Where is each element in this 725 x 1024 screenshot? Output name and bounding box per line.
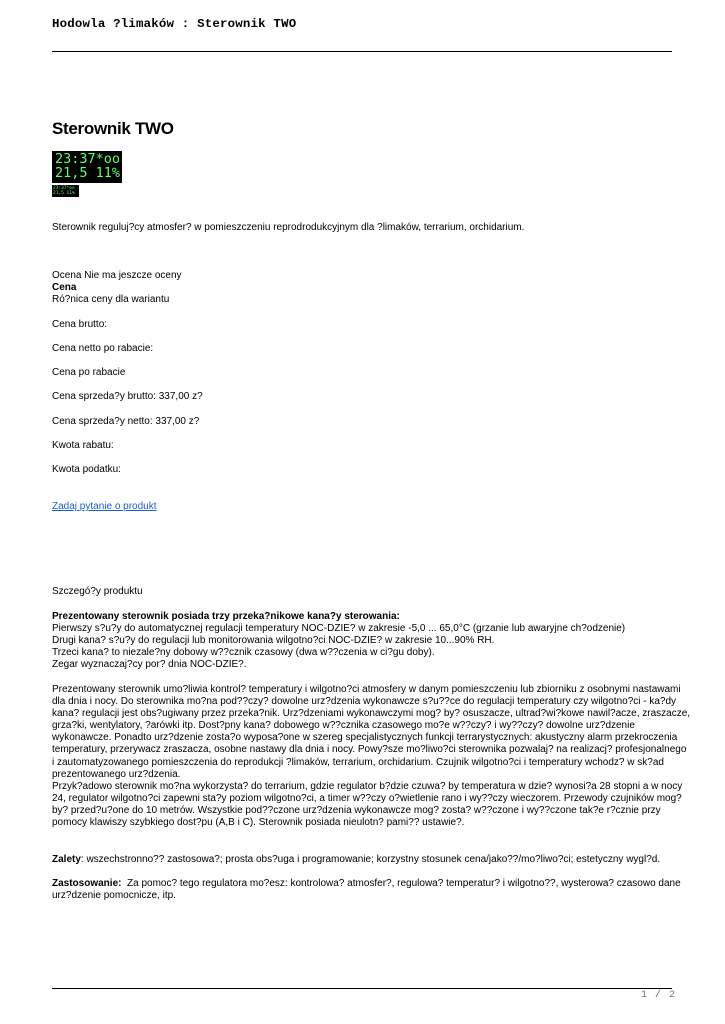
body-line: kana? regulacji jest obs?ugiwany przez przeka?nik. Urz?dzeniami wykonawczymi mog? by? osuszacze, ultrad?wi?kowe nawil?acze, zraszacze, <box>52 708 691 720</box>
body-line: dla dnia i nocy. Do sterownika mo?na pod??czy? dowolne urz?dzenia wykonawcze s?u??ce do regulacji temperatury czy wilgotno?ci - ka?dy <box>52 696 677 708</box>
ask-question-link[interactable]: Zadaj pytanie o produkt <box>52 501 157 512</box>
sale-price-net: Cena sprzeda?y netto: 337,00 z? <box>52 416 200 427</box>
channel-item: Zegar wyznaczaj?cy por? dnia NOC-DZIE?. <box>52 659 247 671</box>
usage-paragraph <box>52 878 681 902</box>
body-line: wykonawcze. Ponadto urz?dzenie zosta?o wyposa?one w szereg specjalistycznych funkcji terrarystycznych: akustyczny alarm przekroczenia <box>52 732 678 744</box>
tax-amount: Kwota podatku: <box>52 464 121 475</box>
body-line: by? przed?u?one do 10 metrów. Wszystkie pod??czone urz?dzenia wykonawcze mog? zosta? w??czone i wy??czone tak?e r?cznie przy <box>52 804 661 816</box>
channels-heading: Prezentowany sterownik posiada trzy przeka?nikowe kana?y sterowania: <box>52 611 400 622</box>
rating-text: Ocena Nie ma jeszcze oceny <box>52 270 182 281</box>
page-title: Sterownik TWO <box>52 119 174 138</box>
lcd-line-2: 21,5 11% <box>55 165 121 181</box>
usage-text: Za pomoc? tego regulatora mo?esz: kontrolowa? atmosfer?, regulowa? temperatur? i wilgotno??, wysterowa? czasowo dane <box>121 878 681 889</box>
body-line: grza?ki, wentylatory, ?arówki itp. Dost?pny kana? dobowego w??cznika czasowego mo?e w??czy? i wy??czy? dowolne urz?dzenie <box>52 720 635 732</box>
lcd-line-1: 23:37*oo <box>55 151 121 167</box>
document-header-title: Hodowla ?limaków : Sterownik TWO <box>52 17 297 31</box>
description-body <box>52 684 691 829</box>
price-heading: Cena <box>52 282 77 293</box>
channel-item: Drugi kana? s?u?y do regulacji lub monitorowania wilgotno?ci NOC-DZIE? w zakresie 10...90% RH. <box>52 635 495 647</box>
body-line: Przyk?adowo sterownik mo?na wykorzysta? do terrarium, gdzie regulator b?dzie czuwa? by temperatura w dzie? wynosi?a 28 stopni a w nocy <box>52 780 683 792</box>
channels-section <box>52 611 677 671</box>
body-line: i zautomatyzowanego pomieszczenia do reprodukcji ?limaków, terrarium, orchidarium. Czujnik wilgotno?ci i temperatury wchodz? w sk?ad <box>52 756 664 768</box>
page-indicator: 1 / 2 <box>641 990 677 1001</box>
channel-item: Trzeci kana? to niezale?ny dobowy w??cznik czasowy (dwa w??czenia w ci?gu doby). <box>52 647 435 659</box>
advantages-text: : wszechstronno?? zastosowa?; prosta obs?uga i programowanie; korzystny stosunek cena/jako??/mo?liwo?ci; estetyczny wygl?d. <box>80 854 661 865</box>
body-line: temperatury, przerywacz zraszacza, osobne nastawy dla dnia i nocy. Powy?sze mo?liwo?ci sterownika pozwalaj? na realizacj? profesjonalnego <box>52 744 687 756</box>
usage-text-continued: urz?dzenie pomocnicze, itp. <box>52 890 176 902</box>
sale-price-gross: Cena sprzeda?y brutto: 337,00 z? <box>52 391 203 402</box>
thumb-line-1: 23:37*oo <box>53 186 75 191</box>
variant-price-diff: Ró?nica ceny dla wariantu <box>52 294 170 305</box>
details-heading: Szczegó?y produktu <box>52 586 143 597</box>
footer-divider <box>52 988 672 989</box>
product-thumbnail[interactable] <box>52 185 79 197</box>
advantages-paragraph <box>52 854 660 865</box>
channel-item: Pierwszy s?u?y do automatycznej regulacji temperatury NOC-DZIE? w zakresie -5,0 ... 65,0°C (grzanie lub awaryjne ch?odzenie) <box>52 623 626 635</box>
net-price-after-discount: Cena netto po rabacie: <box>52 343 154 354</box>
body-line: prezentowanego urz?dzenia. <box>52 768 181 780</box>
body-line: pomocy klawiszy szybkiego dost?pu (A,B i C). Sterownik posiada nieulotn? pami?? ustawie?. <box>52 817 465 829</box>
advantages-label: Zalety <box>52 854 81 865</box>
usage-label: Zastosowanie: <box>52 878 122 889</box>
thumb-line-2: 21,5 11% <box>53 191 75 196</box>
gross-price: Cena brutto: <box>52 319 108 330</box>
discount-amount: Kwota rabatu: <box>52 440 114 451</box>
product-image <box>52 151 122 183</box>
price-after-discount: Cena po rabacie <box>52 367 126 378</box>
header-divider <box>52 51 672 52</box>
body-line: Prezentowany sterownik umo?liwia kontrol? temperatury i wilgotno?ci atmosfery w danym pomieszczeniu lub zbiorniku z osobnymi nastawami <box>52 684 681 695</box>
body-line: 24, regulator wilgotno?ci zapewni sta?y poziom wilgotno?ci, a timer w??czy o?wietlenie rano i wy??czy wieczorem. Przewody czujników mog? <box>52 792 682 804</box>
product-description: Sterownik reguluj?cy atmosfer? w pomieszczeniu reprodrodukcyjnym dla ?limaków, terrarium, orchidarium. <box>52 222 525 233</box>
